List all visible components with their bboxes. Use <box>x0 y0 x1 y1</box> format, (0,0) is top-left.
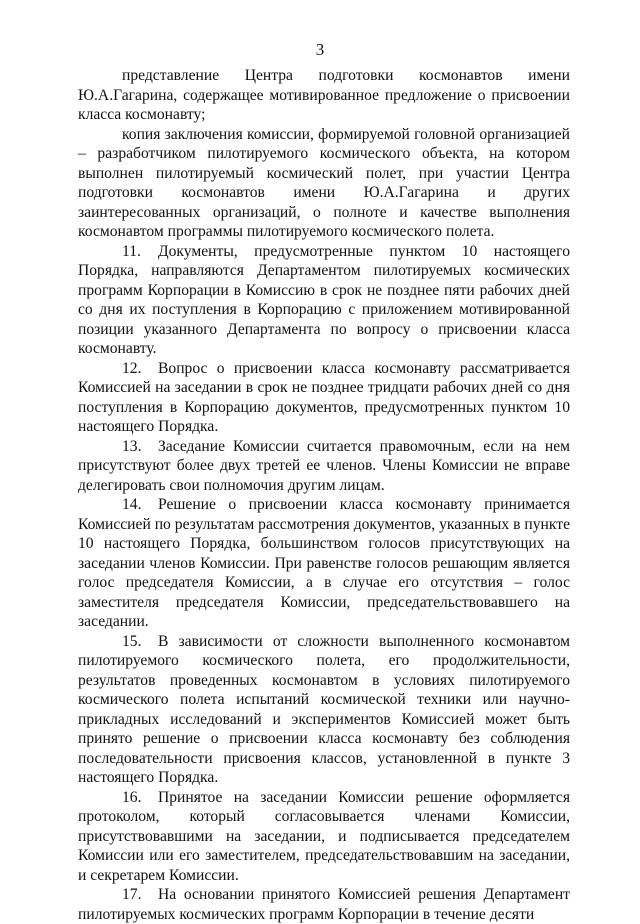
paragraph-text: копия заключения комиссии, формируемой головной организацией – разработчиком пилотируемого космического объекта, на котором выполнен пилотируемый космический полет, при участии Центра подготовки космонавтов имени Ю.А.Гагарина и других заинтересованных организаций, о полноте и качестве выполнения космонавтом программы пилотируемого космического полета. <box>78 125 570 240</box>
paragraph-13 <box>78 437 570 496</box>
paragraph-number: 12. <box>122 359 142 377</box>
paragraph-14 <box>78 495 570 632</box>
paragraph-12 <box>78 359 570 437</box>
paragraph-text: Принятое на заседании Комиссии решение оформляется протоколом, который согласовывается членами Комиссии, присутствовавшими на заседании, и подписывается председателем Комиссии или его заместителем, председательствовавшим на заседании, и секретарем Комиссии. <box>78 788 570 884</box>
paragraph-11 <box>78 242 570 359</box>
paragraph-text: Заседание Комиссии считается правомочным, если на нем присутствуют более двух третей ее членов. Члены Комиссии не вправе делегировать свои полномочия другим лицам. <box>78 437 570 494</box>
paragraph-number: 17. <box>122 886 142 903</box>
paragraph-text: На основании принятого Комиссией решения Департамент пилотируемых космических программ Корпорации в течение десяти <box>78 886 570 923</box>
paragraph-number: 14. <box>122 496 142 513</box>
paragraph-text: Документы, предусмотренные пунктом 10 настоящего Порядка, направляются Департаментом пилотируемых космических программ Корпорации в Комиссию в срок не позднее пяти рабочих дней со дня их поступления в Корпорацию с приложением мотивированной позиции указанного Департамента по вопросу о присвоении класса космонавту. <box>78 242 570 357</box>
paragraph-text: Вопрос о присвоении класса космонавту рассматривается Комиссией на заседании в срок не позднее тридцати рабочих дней со дня поступления в Корпорацию документов, предусмотренных пунктом 10 настоящего Порядка. <box>78 359 570 435</box>
document-body <box>78 66 570 924</box>
paragraph-number: 16. <box>122 788 142 806</box>
paragraph-16 <box>78 788 570 886</box>
paragraph-text: представление Центра подготовки космонавтов имени Ю.А.Гагарина, содержащее мотивированное предложение о присвоении класса космонавту; <box>78 67 570 123</box>
page-number: 3 <box>315 40 325 59</box>
paragraph-15 <box>78 632 570 788</box>
paragraph-number: 15. <box>122 632 142 650</box>
paragraph-number: 13. <box>122 437 142 455</box>
paragraph-representation <box>78 66 570 125</box>
paragraph-text: В зависимости от сложности выполненного космонавтом пилотируемого космического полета, его продолжительности, результатов проведенных космонавтом в условиях пилотируемого космического полета испытаний космической техники или научно-прикладных исследований и экспериментов Комиссией может быть принято решение о присвоении класса космонавту без соблюдения последовательности присвоения классов, установленной в пункте 3 настоящего Порядка. <box>78 632 570 786</box>
paragraph-number: 11. <box>122 242 141 260</box>
paragraph-commission-conclusion <box>78 125 570 242</box>
paragraph-text: Решение о присвоении класса космонавту принимается Комиссией по результатам рассмотрения документов, указанных в пункте 10 настоящего Порядка, большинством голосов присутствующих на заседании членов Комиссии. При равенстве голосов решающим является голос председателя Комиссии, а в случае его отсутствия – голос заместителя председателя Комиссии, председательствовавшего на заседании. <box>78 496 570 630</box>
